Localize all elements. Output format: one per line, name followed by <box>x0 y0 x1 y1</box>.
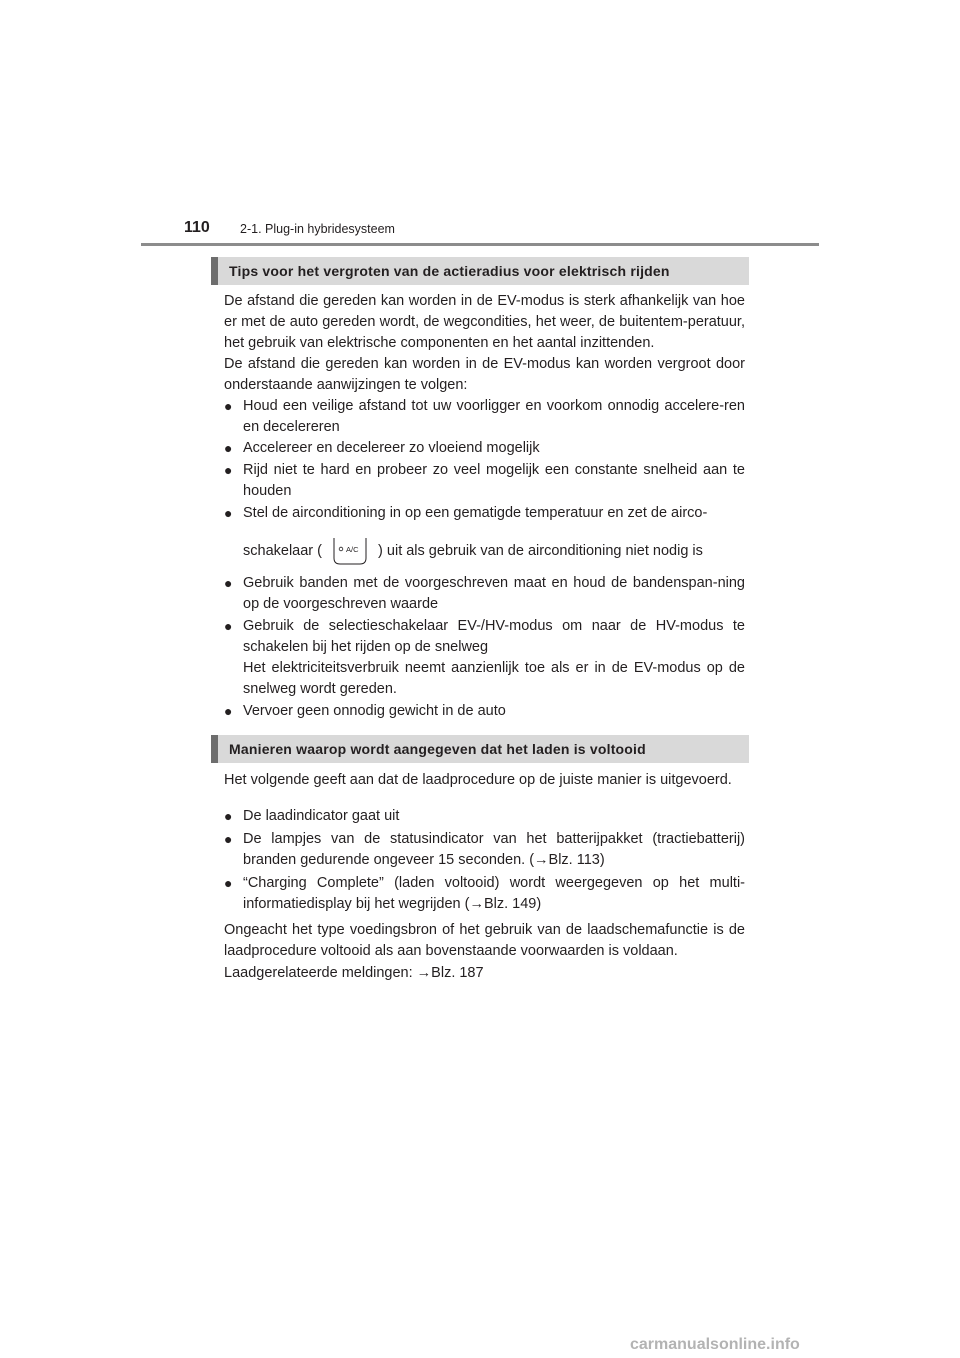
list-item <box>224 806 745 827</box>
list-item <box>224 616 745 700</box>
bullet-text: Accelereer en decelereer zo vloeiend mogelijk <box>243 440 540 456</box>
tips-intro-2: De afstand die gereden kan worden in de EV-modus kan worden vergroot door onderstaande aanwijzingen te volgen: <box>224 356 745 393</box>
list-item <box>224 573 745 615</box>
page-number: 110 <box>184 219 210 236</box>
bullet-text: Rijd niet te hard en probeer zo veel mogelijk een constante snelheid aan te houden <box>243 462 745 499</box>
ac-label: A/C <box>346 545 359 554</box>
tips-heading <box>211 257 749 285</box>
list-item <box>224 438 745 459</box>
bullet-text: Vervoer geen onnodig gewicht in de auto <box>243 703 506 719</box>
section-title: 2-1. Plug-in hybridesysteem <box>240 222 395 236</box>
watermark: carmanualsonline.info <box>630 1336 800 1353</box>
bullet-icon: ● <box>224 440 233 456</box>
bullet-text: De lampjes van de statusindicator van het batterijpakket (tractiebatterij) branden gedurende ongeveer 15 seconden. (→Blz. 113) <box>243 831 745 868</box>
bullet-text: Houd een veilige afstand tot uw voorligger en voorkom onnodig accelere-ren en decelereren <box>243 398 745 435</box>
list-item <box>224 503 745 524</box>
tips-heading-text: Tips voor het vergroten van de actieradius voor elektrisch rijden <box>229 263 670 279</box>
bullet-icon: ● <box>224 398 233 414</box>
bullet-text-note: Het elektriciteitsverbruik neemt aanzienlijk toe als er in de EV-modus op de snelweg wordt gereden. <box>243 660 745 697</box>
ac-text-before: schakelaar ( <box>243 542 322 559</box>
bullet-text: Stel de airconditioning in op een gematigde temperatuur en zet de airco- <box>243 505 708 521</box>
bullet-icon: ● <box>224 703 233 719</box>
list-item <box>224 460 745 502</box>
charge-outro: Ongeacht het type voedingsbron of het gebruik van de laadschemafunctie is de laadprocedure voltooid als aan bovenstaande voorwaarden is voldaan. <box>224 922 745 959</box>
bullet-text: Gebruik banden met de voorgeschreven maat en houd de bandenspan-ning op de voorgeschreven waarde <box>243 575 745 612</box>
ac-text-after: ) uit als gebruik van de airconditioning niet nodig is <box>378 542 703 559</box>
bullet-icon: ● <box>224 618 233 634</box>
ac-switch-icon <box>330 536 370 566</box>
bullet-text: De laadindicator gaat uit <box>243 808 400 824</box>
bullet-icon: ● <box>224 575 233 591</box>
list-item <box>224 873 745 915</box>
bullet-text: Gebruik de selectieschakelaar EV-/HV-modus om naar de HV-modus te schakelen bij het rijden op de snelweg <box>243 618 745 655</box>
charge-heading <box>211 735 749 763</box>
charge-intro: Het volgende geeft aan dat de laadprocedure op de juiste manier is uitgevoerd. <box>224 772 732 788</box>
bullet-icon: ● <box>224 875 233 891</box>
bullet-icon: ● <box>224 462 233 478</box>
bullet-text-ac <box>243 536 745 566</box>
tips-intro-1: De afstand die gereden kan worden in de EV-modus is sterk afhankelijk van hoe er met de auto gereden wordt, de wegcondities, het weer, de buitentem-peratuur, het gebruik van elektrische componenten en het aantal inzittenden. <box>224 293 745 351</box>
bullet-icon: ● <box>224 831 233 847</box>
bullet-icon: ● <box>224 505 233 521</box>
bullet-text: “Charging Complete” (laden voltooid) wordt weergegeven op het multi-informatiedisplay bij het wegrijden (→Blz. 149) <box>243 875 745 912</box>
bullet-icon: ● <box>224 808 233 824</box>
list-item-continued <box>224 536 745 566</box>
charge-heading-text: Manieren waarop wordt aangegeven dat het laden is voltooid <box>229 741 646 757</box>
header-rule <box>141 243 819 246</box>
list-item <box>224 701 745 722</box>
charge-related-link: Laadgerelateerde meldingen: →Blz. 187 <box>224 965 484 981</box>
list-item <box>224 396 745 438</box>
list-item <box>224 829 745 871</box>
